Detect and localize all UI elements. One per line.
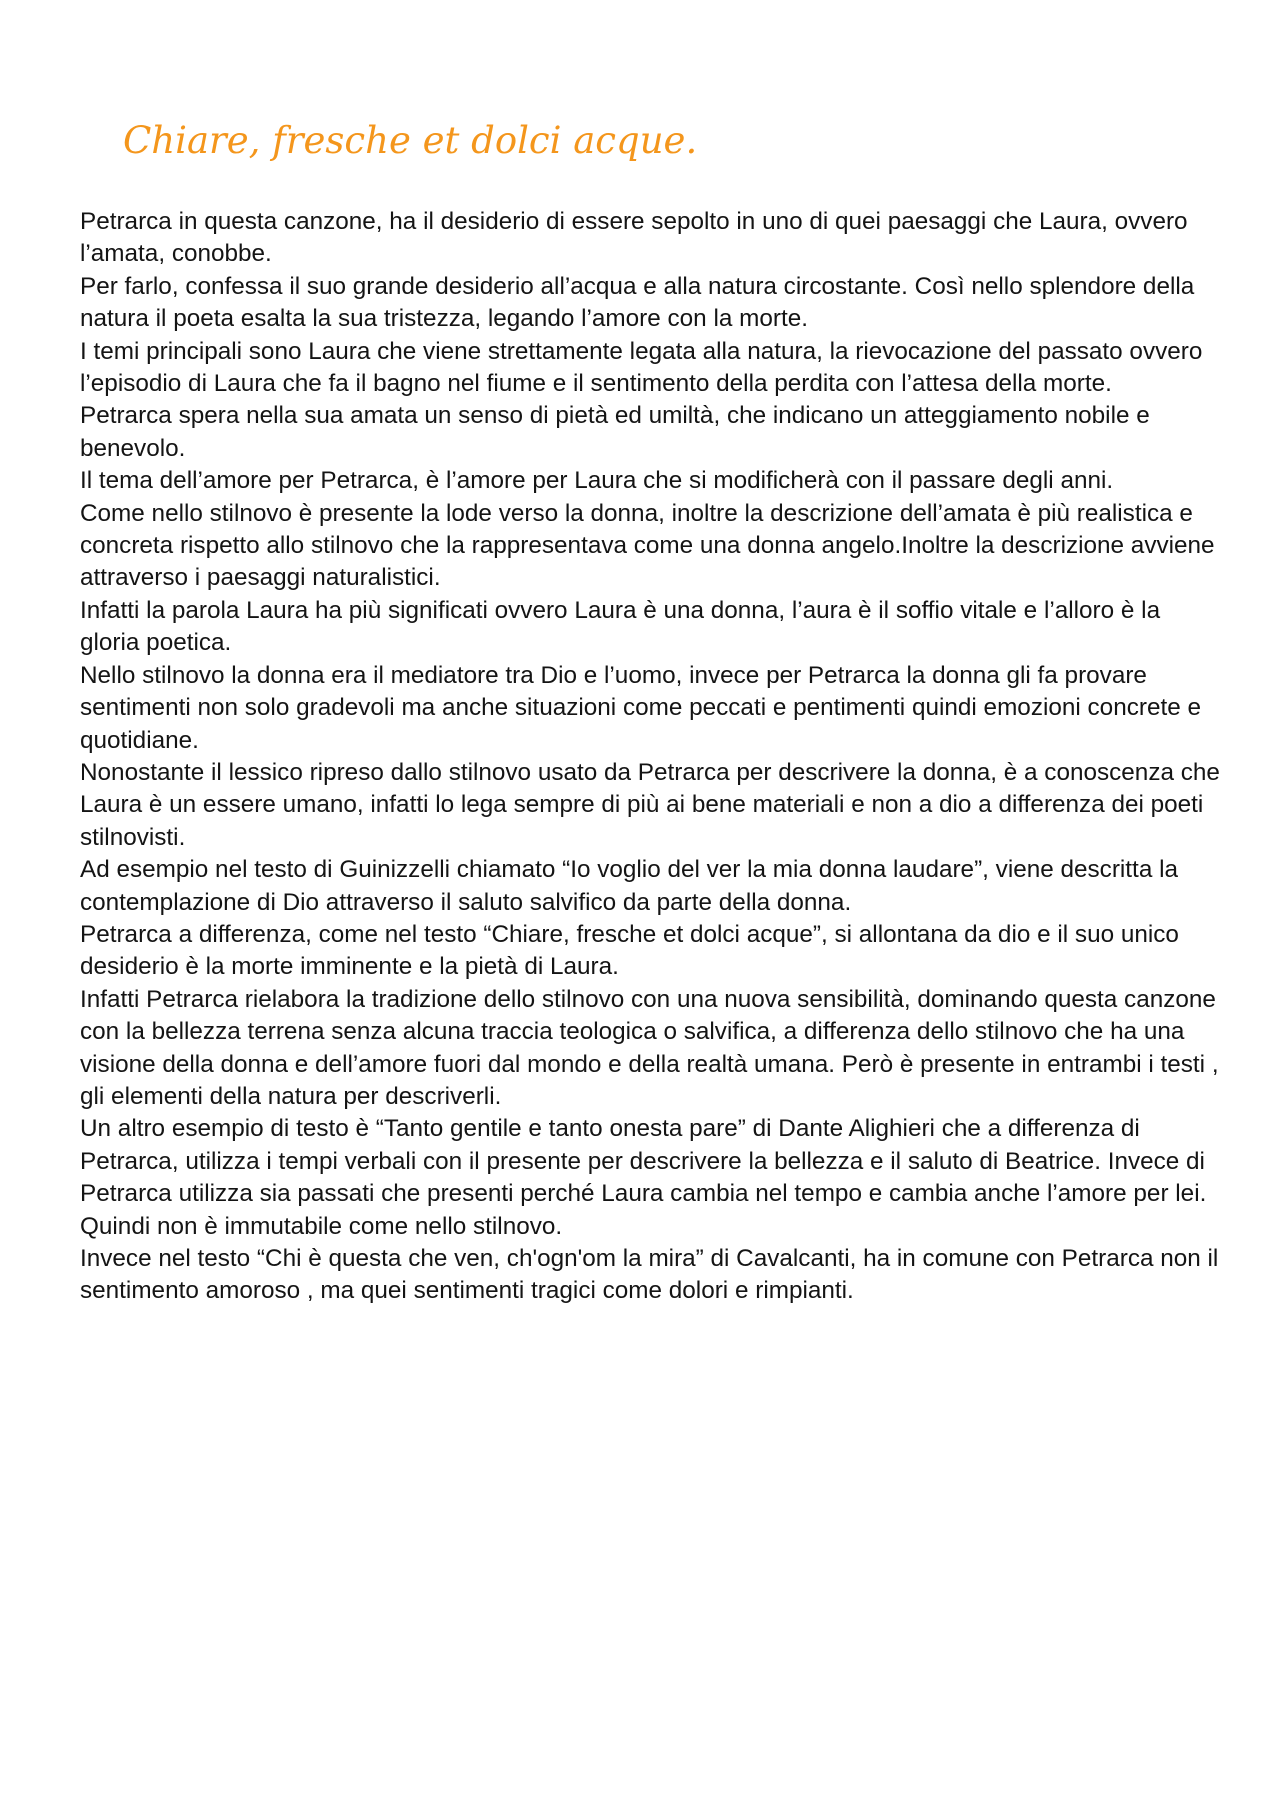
paragraph: I temi principali sono Laura che viene strettamente legata alla natura, la rievocazione del passato ovvero l’episodio di Laura che fa il bagno nel fiume e il sentimento della perdita con l’attesa della morte. (80, 337, 1203, 398)
paragraph: Nonostante il lessico ripreso dallo stilnovo usato da Petrarca per descrivere la donna, è a conoscenza che Laura è un essere umano, infatti lo lega sempre di più ai bene materiali e non a dio a differenza dei poeti stilnovisti. (80, 758, 1220, 851)
paragraph: Petrarca spera nella sua amata un senso di pietà ed umiltà, che indicano un atteggiamento nobile e benevolo. (80, 402, 1150, 462)
paragraph: Il tema dell’amore per Petrarca, è l’amore per Laura che si modificherà con il passare degli anni. (80, 467, 1114, 495)
paragraph: Nello stilnovo la donna era il mediatore tra Dio e l’uomo, invece per Petrarca la donna gli fa provare sentimenti non solo gradevoli ma anche situazioni come peccati e pentimenti quindi emozioni concrete e quotidiane. (80, 661, 1201, 754)
paragraph: Un altro esempio di testo è “Tanto gentile e tanto onesta pare” di Dante Alighieri che a differenza di Petrarca, utilizza i tempi verbali con il presente per descrivere la bellezza e il saluto di Beatrice. Invece di Petrarca utilizza sia passati che presenti perché Laura cambia nel tempo e cambia anche l’amore per lei. Quindi non è immutabile come nello stilnovo. (80, 1115, 1207, 1240)
paragraph: Come nello stilnovo è presente la lode verso la donna, inoltre la descrizione dell’amata è più realistica e concreta rispetto allo stilnovo che la rappresentava come una donna angelo.Inoltre la descrizione avviene attraverso i paesaggi naturalistici. (80, 499, 1215, 592)
document-title: Chiare, fresche et dolci acque. (123, 119, 698, 162)
paragraph: Infatti la parola Laura ha più significati ovvero Laura è una donna, l’aura è il soffio vitale e l’alloro è la gloria poetica. (80, 596, 1161, 657)
paragraph: Petrarca a differenza, come nel testo “Chiare, fresche et dolci acque”, si allontana da dio e il suo unico desiderio è la morte imminente e la pietà di Laura. (80, 920, 1179, 981)
paragraph: Infatti Petrarca rielabora la tradizione dello stilnovo con una nuova sensibilità, dominando questa canzone con la bellezza terrena senza alcuna traccia teologica o salvifica, a differenza dello stilnovo che ha una visione della donna e dell’amore fuori dal mondo e della realtà umana. Però è presente in entrambi i testi , gli elementi della natura per descriverli. (80, 985, 1219, 1110)
paragraph: Per farlo, confessa il suo grande desiderio all’acqua e alla natura circostante. Così nello splendore della natura il poeta esalta la sua tristezza, legando l’amore con la morte. (80, 272, 1195, 333)
paragraph: Ad esempio nel testo di Guinizzelli chiamato “Io voglio del ver la mia donna laudare”, viene descritta la contemplazione di Dio attraverso il saluto salvifico da parte della donna. (80, 856, 1178, 916)
document-body (80, 206, 1220, 1308)
paragraph: Invece nel testo “Chi è questa che ven, ch'ogn'om la mira” di Cavalcanti, ha in comune con Petrarca non il sentimento amoroso , ma quei sentimenti tragici come dolori e rimpianti. (80, 1245, 1219, 1305)
paragraph: Petrarca in questa canzone, ha il desiderio di essere sepolto in uno di quei paesaggi che Laura, ovvero l’amata, conobbe. (80, 208, 1188, 268)
